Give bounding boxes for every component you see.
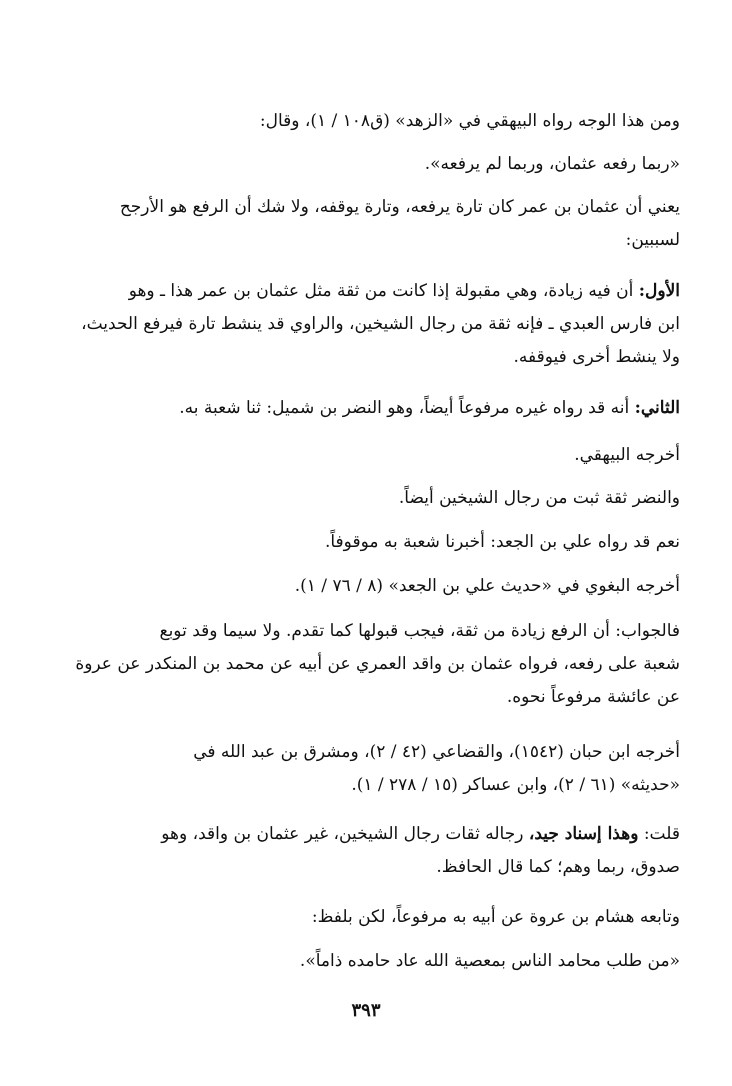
paragraph-9 — [52, 577, 680, 610]
text-line: «من طلب محامد الناس بمعصية الله عاد حامده ذاماً». — [299, 951, 680, 971]
paragraph-5 — [52, 399, 680, 432]
text-line — [52, 399, 680, 432]
paragraph-3 — [52, 198, 680, 264]
paragraph-6 — [52, 446, 680, 479]
text-line: صدوق، ربما وهم؛ كما قال الحافظ. — [436, 857, 680, 877]
text-line: ولا ينشط أخرى فيوقفه. — [513, 347, 680, 367]
paragraph-13 — [52, 908, 680, 941]
text-line: لسببين: — [625, 230, 680, 250]
paragraph-11 — [52, 743, 680, 809]
text-line — [52, 282, 680, 315]
text-line: ابن فارس العبدي ـ فإنه ثقة من رجال الشيخين، والراوي قد ينشط تارة فيرفع الحديث، — [81, 314, 680, 334]
text-line: وتابعه هشام بن عروة عن أبيه به مرفوعاً، لكن بلفظ: — [311, 907, 680, 927]
paragraph-4 — [52, 282, 680, 381]
text-line: «ربما رفعه عثمان، وربما لم يرفعه». — [424, 154, 680, 174]
text-span: أن فيه زيادة، وهي مقبولة إذا كانت من ثقة مثل عثمان بن عمر هذا ـ وهو — [128, 281, 634, 301]
text-line: «حديثه» (٦١ / ٢)، وابن عساكر (١٥ / ٢٧٨ / ١). — [351, 775, 680, 795]
text-line: أخرجه ابن حبان (١٥٤٢)، والقضاعي (٤٢ / ٢)، ومشرق بن عبد الله في — [193, 742, 680, 762]
paragraph-1 — [52, 112, 680, 145]
paragraph-12 — [52, 825, 680, 891]
text-span: قلت: — [643, 824, 680, 844]
paragraph-14 — [52, 952, 680, 985]
text-line: شعبة على رفعه، فرواه عثمان بن واقد العمري عن أبيه عن محمد بن المنكدر عن عروة — [75, 654, 680, 674]
bold-heading-second: الثاني: — [634, 398, 680, 418]
text-line: عن عائشة مرفوعاً نحوه. — [506, 687, 680, 707]
bold-verdict: وهذا إسناد جيد، — [528, 824, 639, 844]
text-line — [52, 825, 680, 858]
text-line: أخرجه البغوي في «حديث علي بن الجعد» (٨ / ٧٦ / ١). — [294, 576, 680, 596]
text-line: فالجواب: أن الرفع زيادة من ثقة، فيجب قبولها كما تقدم. ولا سيما وقد توبع — [159, 621, 680, 641]
text-line: أخرجه البيهقي. — [574, 445, 680, 465]
page-number: ٣٩٣ — [351, 1000, 381, 1021]
paragraph-7 — [52, 489, 680, 522]
text-line: نعم قد رواه علي بن الجعد: أخبرنا شعبة به موقوفاً. — [324, 532, 680, 552]
text-span: أنه قد رواه غيره مرفوعاً أيضاً، وهو النضر بن شميل: ثنا شعبة به. — [179, 398, 630, 418]
bold-heading-first: الأول: — [638, 281, 680, 301]
paragraph-10 — [52, 622, 680, 721]
text-line: والنضر ثقة ثبت من رجال الشيخين أيضاً. — [398, 488, 680, 508]
text-line: يعني أن عثمان بن عمر كان تارة يرفعه، وتارة يوقفه، ولا شك أن الرفع هو الأرجح — [119, 197, 680, 217]
paragraph-2 — [52, 155, 680, 188]
text-span: رجاله ثقات رجال الشيخين، غير عثمان بن واقد، وهو — [161, 824, 524, 844]
paragraph-8 — [52, 533, 680, 566]
text-line: ومن هذا الوجه رواه البيهقي في «الزهد» (ق١٠٨ / ١)، وقال: — [259, 111, 680, 131]
